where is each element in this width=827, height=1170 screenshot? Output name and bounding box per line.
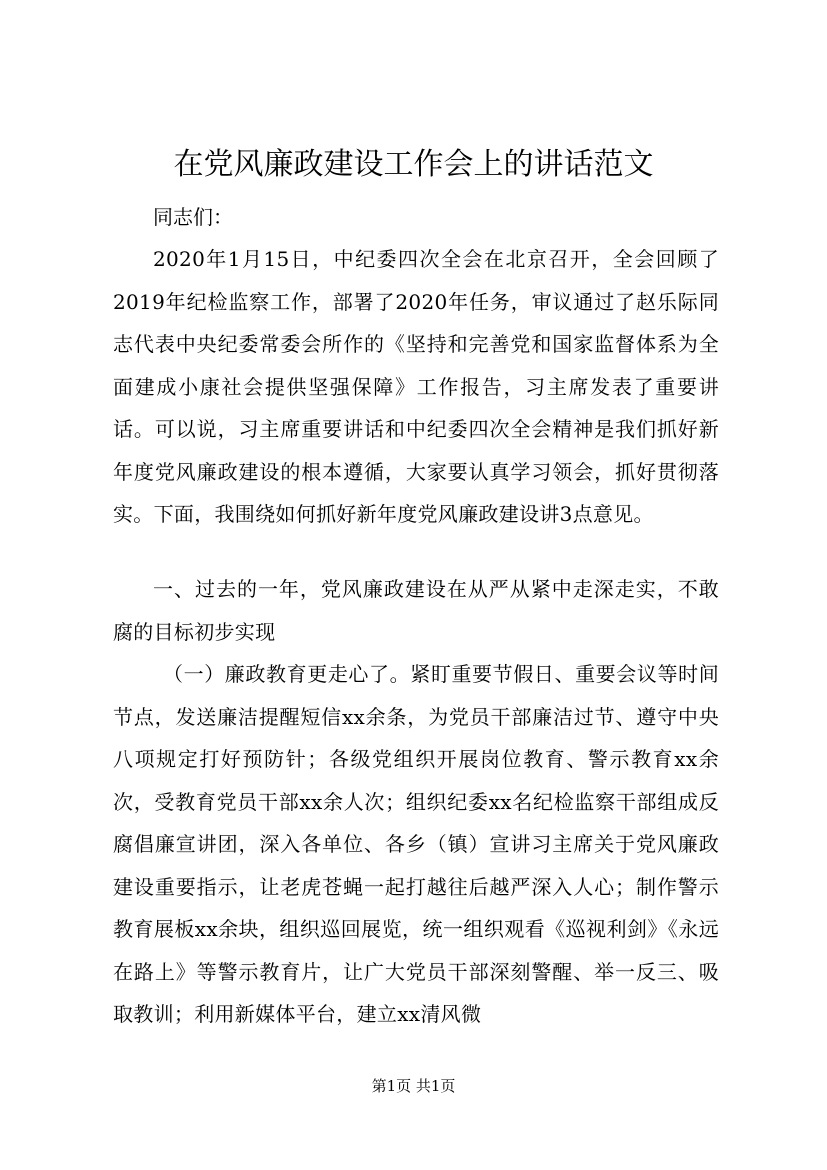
paragraph-1: [113, 238, 719, 536]
section-heading-1: [113, 568, 719, 653]
document-title: 在党风廉政建设工作会上的讲话范文: [173, 147, 654, 182]
paragraph-2: [113, 653, 719, 1036]
paragraph-text: （一）廉政教育更走心了。紧盯重要节假日、重要会议等时间节点，发送廉洁提醒短信xx余条，为党员干部廉洁过节、遵守中央八项规定打好预防针；各级党组织开展岗位教育、警示教育xx余次，受教育党员干部xx余人次；组织纪委xx名纪检监察干部组成反腐倡廉宣讲团，深入各单位、各乡（镇）宣讲习主席关于党风廉政建设重要指示，让老虎苍蝇一起打越往后越严深入人心；制作警示教育展板xx余块，组织巡回展览，统一组织观看《巡视利剑》《永远在路上》等警示教育片，让广大党员干部深刻警醒、举一反三、吸取教训；利用新媒体平台，建立xx清风微: [113, 662, 719, 1026]
greeting: 同志们：: [153, 205, 233, 229]
section-heading-text: 一、过去的一年，党风廉政建设在从严从紧中走深走实，不敢腐的目标初步实现: [113, 577, 719, 644]
paragraph-text: 2020年1月15日，中纪委四次全会在北京召开，全会回顾了2019年纪检监察工作，部署了2020年任务，审议通过了赵乐际同志代表中央纪委常委会所作的《坚持和完善党和国家监督体系为全面建成小康社会提供坚强保障》工作报告，习主席发表了重要讲话。可以说，习主席重要讲话和中纪委四次全会精神是我们抓好新年度党风廉政建设的根本遵循，大家要认真学习领会，抓好贯彻落实。下面，我围绕如何抓好新年度党风廉政建设讲3点意见。: [113, 247, 719, 526]
page-footer: 第1页 共1页: [371, 1077, 456, 1095]
